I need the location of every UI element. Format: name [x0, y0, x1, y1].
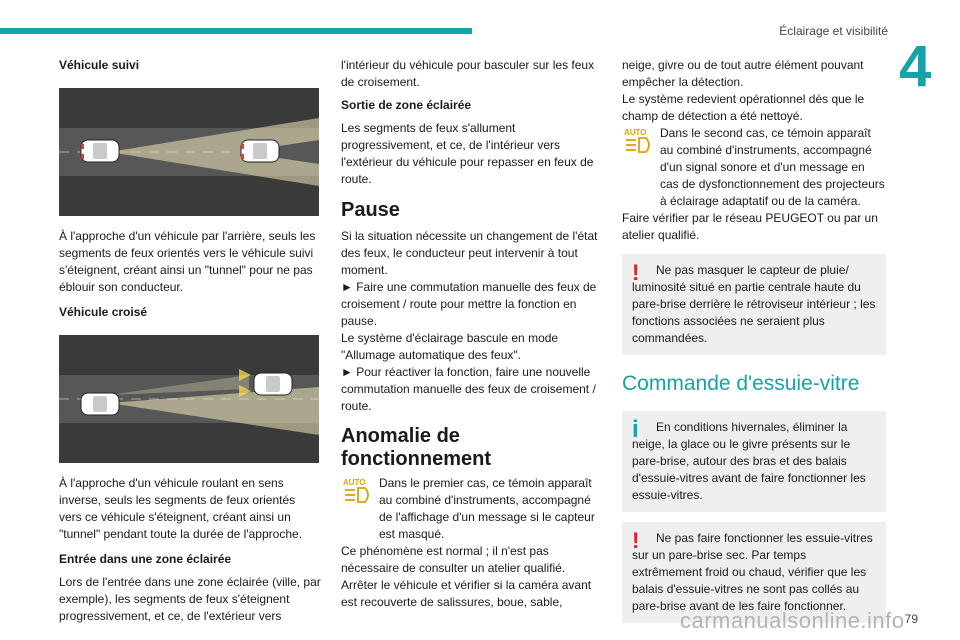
paragraph-vehicule-suivi: À l'approche d'un véhicule par l'arrière, seuls les segments de feux orientés vers le véhicule suivi s'éteignent, créant ainsi un "tunnel" pour ne pas éblouir son conducteur.	[59, 229, 316, 294]
paragraph-anomalie-suite: neige, givre ou de tout autre élément pouvant empêcher la détection.	[622, 58, 864, 89]
paragraph-entree-zone: Lors de l'entrée dans une zone éclairée (ville, par exemple), les segments de feux s'éteignent progressivement, et ce, de l'extérieur vers	[59, 575, 321, 623]
paragraph-anomalie-2: Ce phénomène est normal ; il n'est pas nécessaire de consulter un atelier qualifié.	[341, 544, 566, 575]
heading-entree-zone: Entrée dans une zone éclairée	[59, 552, 232, 566]
diagram-vehicule-suivi	[59, 88, 319, 216]
header-accent-bar	[0, 28, 472, 34]
car-followed-icon	[241, 140, 279, 162]
paragraph-vehicule-croise: À l'approche d'un véhicule roulant en sens inverse, seuls les segments de feux orientés vers ce véhicule s'éteignent, créant ainsi un "tunnel" pendant toute la durée de l'approche.	[59, 476, 302, 541]
paragraph-anomalie-1: Dans le premier cas, ce témoin apparaît au combiné d'instruments, accompagné de l'affichage d'un message si le capteur est masqué.	[379, 476, 595, 541]
heading-essuie-vitre: Commande d'essuie-vitre	[622, 372, 860, 395]
paragraph-sortie-zone: Les segments de feux s'allument progressivement, et ce, de l'intérieur vers l'extérieur du véhicule pour repasser en feux de route.	[341, 121, 594, 186]
paragraph-entree-suite: l'intérieur du véhicule pour basculer sur les feux de croisement.	[341, 58, 595, 89]
anomalie-second-case	[622, 125, 886, 210]
paragraph-pause-1: Si la situation nécessite un changement de l'état des feux, le conducteur peut intervenir à tout moment.	[341, 229, 598, 277]
column-1	[59, 57, 321, 631]
anomalie-first-case	[341, 475, 603, 543]
paragraph-operationnel: Le système redevient opérationnel dès que le champ de détection a été nettoyé.	[622, 92, 865, 123]
warning-icon: !	[632, 260, 640, 285]
warning-text-essuie: Ne pas faire fonctionner les essuie-vitres sur un pare-brise sec. Par temps extrêmement froid ou chaud, vérifier que les balais d'essuie-vitres ne sont pas collés au pare-brise avant de les faire fonctionner.	[632, 531, 873, 613]
heading-sortie-zone: Sortie de zone éclairée	[341, 98, 472, 112]
heading-vehicule-suivi: Véhicule suivi	[59, 58, 140, 72]
auto-icon-label: AUTO	[624, 128, 647, 137]
paragraph-second-case: Dans le second cas, ce témoin apparaît au combiné d'instruments, accompagné d'un signal sonore et d'un message en cas de dysfonctionnement des projecteurs à éclairage adaptatif ou de la caméra.	[660, 126, 885, 208]
section-title: Éclairage et visibilité	[779, 24, 888, 38]
paragraph-anomalie-3: Arrêter le véhicule et vérifier si la caméra avant est recouverte de salissures, boue, sable,	[341, 578, 592, 609]
info-note-hiver	[622, 411, 886, 512]
diagram-vehicule-croise	[59, 335, 319, 463]
paragraph-pause-3: Le système d'éclairage bascule en mode "Allumage automatique des feux".	[341, 331, 559, 362]
page-number: 79	[904, 612, 918, 626]
auto-lighting-warning-icon	[341, 476, 375, 508]
paragraph-pause-2: ► Faire une commutation manuelle des feux de croisement / route pour mettre la fonction en pause.	[341, 280, 597, 328]
paragraph-pause-4: ► Pour réactiver la fonction, faire une nouvelle commutation manuelle des feux de croisement / route.	[341, 365, 596, 413]
auto-icon-label: AUTO	[343, 478, 366, 487]
info-text-hiver: En conditions hivernales, éliminer la neige, la glace ou le givre présents sur le pare-brise, autour des bras et des balais d'essuie-vitres avant de faire fonctionner les essuie-vitres.	[632, 420, 866, 502]
warning-icon: !	[632, 528, 640, 553]
heading-vehicule-croise: Véhicule croisé	[59, 305, 148, 319]
paragraph-verifier: Faire vérifier par le réseau PEUGEOT ou par un atelier qualifié.	[622, 211, 878, 242]
column-3	[622, 57, 886, 633]
car-own-icon	[81, 140, 119, 162]
warning-note-capteur	[622, 254, 886, 355]
heading-pause: Pause	[341, 199, 400, 221]
chapter-number: 4	[899, 34, 932, 99]
watermark: carmanualsonline.info	[680, 608, 905, 633]
column-2	[341, 57, 603, 611]
auto-lighting-warning-icon	[622, 126, 656, 158]
info-icon: i	[632, 416, 639, 443]
heading-anomalie: Anomalie de fonctionnement	[341, 425, 491, 470]
car-own-icon	[81, 393, 119, 415]
warning-text-capteur: Ne pas masquer le capteur de pluie/ luminosité situé en partie centrale haute du pare-brise derrière le rétroviseur intérieur ; les fonctions associées ne seraient plus commandées.	[632, 263, 876, 345]
